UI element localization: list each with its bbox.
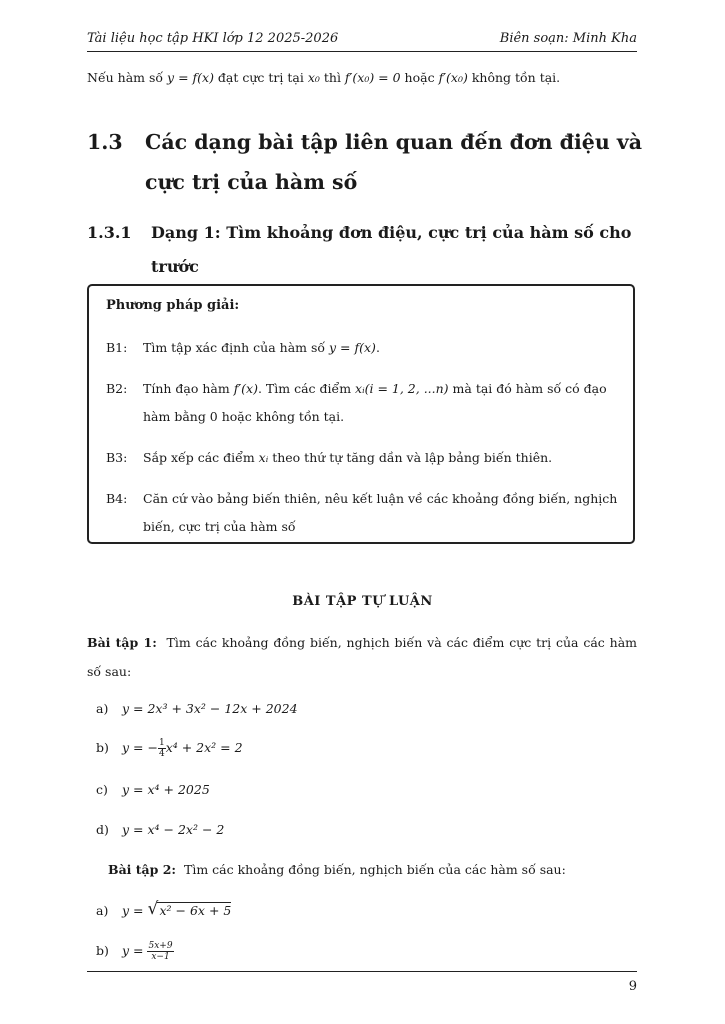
intro-math-4: f′(x₀) (438, 70, 468, 85)
item-lhs: y = − (122, 740, 158, 755)
item-label: b) (96, 943, 109, 958)
fraction (147, 941, 173, 962)
subsection-title: Dạng 1: Tìm khoảng đơn điệu, cực trị của hàm số cho trước (151, 223, 632, 276)
method-box (87, 284, 635, 544)
fraction (158, 738, 166, 759)
step-text-end: mà tại đó hàm số có đạo hàm bằng 0 hoặc không tồn tại. (143, 381, 607, 424)
header-left: Tài liệu học tập HKI lớp 12 2025-2026 (87, 31, 339, 46)
step-label: B2: (106, 381, 128, 396)
exercise-2-statement (108, 862, 638, 877)
item-lhs: y = (122, 822, 148, 837)
item-label: a) (96, 701, 109, 716)
exercise-1-item-d (96, 822, 224, 837)
method-step-1 (106, 334, 621, 362)
radicand: x² − 6x + 5 (159, 903, 232, 918)
intro-text-1: Nếu hàm số (87, 70, 168, 85)
item-lhs: y = (122, 903, 148, 918)
item-formula: x⁴ − 2x² − 2 (147, 822, 225, 837)
step-math-2: xᵢ(i = 1, 2, ...n) (355, 381, 449, 396)
item-label: c) (96, 782, 108, 797)
exercises-title: BÀI TẬP TỰ LUẬN (292, 594, 433, 609)
step-math: f′(x) (233, 381, 258, 396)
exercise-2-label: Bài tập 2: (108, 862, 177, 877)
item-lhs: y = (122, 943, 148, 958)
method-step-4 (106, 485, 621, 541)
step-label: B1: (106, 340, 128, 355)
step-text: Căn cứ vào bảng biến thiên, nêu kết luận về các khoảng đồng biến, nghịch biến, cực trị của hàm số (143, 491, 618, 534)
intro-math-1: y = f(x) (167, 70, 214, 85)
method-step-3 (106, 444, 621, 472)
step-text-mid: . Tìm các điểm (257, 381, 356, 396)
item-label: a) (96, 903, 109, 918)
exercise-1-label: Bài tập 1: (87, 635, 157, 650)
intro-text-2: đạt cực trị tại (213, 70, 308, 85)
square-root (147, 899, 232, 919)
exercise-2-item-b (96, 941, 174, 962)
step-math: xᵢ (258, 450, 269, 465)
exercise-2-text: Tìm các khoảng đồng biến, nghịch biến của các hàm số sau: (184, 862, 566, 877)
intro-text-3: thì (319, 70, 345, 85)
item-label: d) (96, 822, 109, 837)
intro-text-5: không tồn tại. (467, 70, 561, 85)
step-text: Sắp xếp các điểm (143, 450, 259, 465)
fraction-denominator: x−1 (151, 952, 170, 962)
fraction-numerator: 1 (158, 738, 165, 748)
step-text: Tìm tập xác định của hàm số (143, 340, 330, 355)
subsection-number: 1.3.1 (87, 223, 132, 242)
footer-rule (87, 971, 637, 972)
item-lhs: y = (122, 701, 148, 716)
method-title: Phương pháp giải: (106, 298, 240, 313)
method-step-2 (106, 375, 621, 431)
exercise-1-text: Tìm các khoảng đồng biến, nghịch biến và các điểm cực trị của các hàm số sau: (87, 635, 637, 679)
exercise-2-item-a (96, 899, 232, 919)
step-label: B3: (106, 450, 128, 465)
intro-paragraph (87, 70, 647, 85)
page-number: 9 (628, 979, 637, 994)
exercise-1-item-b (96, 738, 243, 759)
section-number: 1.3 (87, 130, 123, 154)
item-formula: 2x³ + 3x² − 12x + 2024 (147, 701, 298, 716)
section-title: Các dạng bài tập liên quan đến đơn điệu và cực trị của hàm số (145, 130, 643, 194)
step-label: B4: (106, 491, 128, 506)
item-formula: x⁴ + 2025 (147, 782, 210, 797)
step-text: Tính đạo hàm (143, 381, 234, 396)
step-text-end: theo thứ tự tăng dần và lập bảng biến thiên. (268, 450, 553, 465)
fraction-numerator: 5x+9 (148, 941, 173, 951)
fraction-denominator: 4 (158, 749, 165, 759)
step-math: y = f(x) (329, 340, 376, 355)
intro-math-3: f′(x₀) = 0 (344, 70, 401, 85)
exercise-1-item-c (96, 782, 210, 797)
radical-sign: √ (147, 899, 159, 919)
item-formula: x⁴ + 2x² = 2 (165, 740, 243, 755)
intro-text-4: hoặc (400, 70, 439, 85)
exercise-1-item-a (96, 701, 298, 716)
item-label: b) (96, 740, 109, 755)
step-text-end: . (375, 340, 380, 355)
header-right: Biên soạn: Minh Kha (499, 31, 637, 46)
exercise-1-statement (87, 628, 637, 686)
item-lhs: y = (122, 782, 148, 797)
intro-math-2: x₀ (307, 70, 320, 85)
page-header (87, 31, 637, 52)
